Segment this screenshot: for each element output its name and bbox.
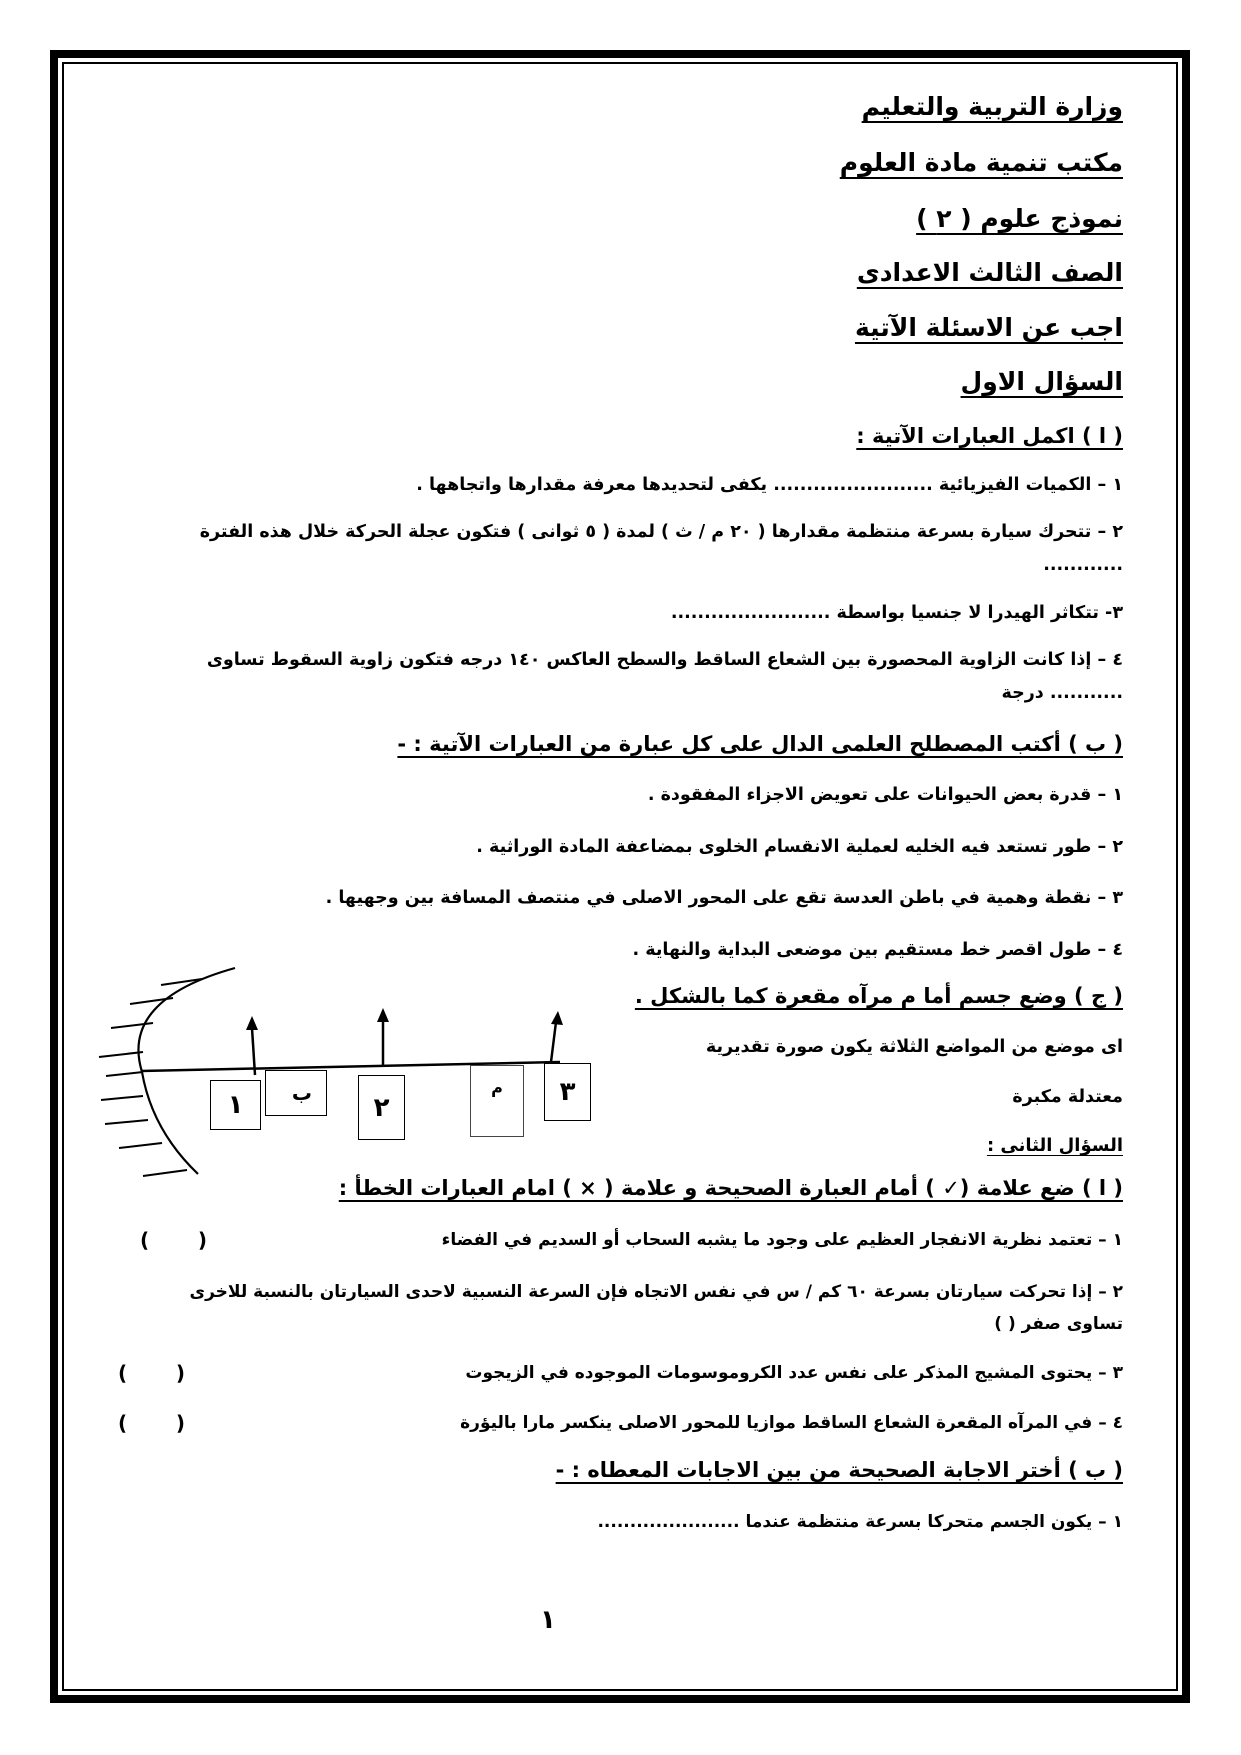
q2-a-item-2: ٢ – إذا تحركت سيارتان بسرعة ٦٠ كم / س في نفس الاتجاه فإن السرعة النسبية لاحدى السيارتان بالنسبة للاخرى <box>189 1282 1123 1302</box>
ministry-title: وزارة التربية والتعليم <box>861 92 1123 121</box>
q2-a-item-2-answer[interactable]: تساوى صفر ( ) <box>994 1314 1123 1334</box>
page-number: ١ <box>540 1605 556 1635</box>
mirror-hatching <box>99 979 202 1176</box>
q1-part-a-title: ( ا ) اكمل العبارات الآتية : <box>856 424 1123 448</box>
q2-a-answer-bracket-1[interactable]: ( ) <box>140 1228 208 1252</box>
q1-c-question-line-1: اى موضع من المواضع الثلاثة يكون صورة تقديرية <box>705 1037 1123 1057</box>
focus-label: ب <box>265 1070 327 1116</box>
center-of-curvature-label: م <box>470 1065 524 1137</box>
question2-title: السؤال الثانى : <box>986 1135 1123 1156</box>
q1-part-c-title: ( ج ) وضع جسم أما م مرآه مقعرة كما بالشكل . <box>634 984 1123 1008</box>
q2-a-item-3: ٣ – يحتوى المشيج المذكر على نفس عدد الكروموسومات الموجوده في الزيجوت <box>465 1363 1123 1383</box>
q1-a-item-4-blank: ........... درجة <box>1001 683 1123 703</box>
q1-part-b-title: ( ب ) أكتب المصطلح العلمى الدال على كل عبارة من العبارات الآتية : - <box>397 732 1123 756</box>
q2-part-b-title: ( ب ) أختر الاجابة الصحيحة من بين الاجابات المعطاه : - <box>555 1458 1123 1482</box>
q2-part-a-title: ( ا ) ضع علامة (✓ ) أمام العبارة الصحيحة و علامة ( × ) امام العبارات الخطأ : <box>338 1176 1123 1200</box>
q2-a-item-1: ١ – تعتمد نظرية الانفجار العظيم على وجود ما يشبه السحاب أو السديم في الفضاء <box>441 1230 1123 1250</box>
q2-b-item-1: ١ – يكون الجسم متحركا بسرعة منتظمة عندما ...................... <box>597 1512 1123 1532</box>
q1-c-question-line-2: معتدلة مكبرة <box>1012 1087 1123 1107</box>
model-title: نموذج علوم ( ٢ ) <box>916 204 1123 233</box>
position-2-label: ٢ <box>358 1075 405 1140</box>
object-arrow-3 <box>551 1011 563 1062</box>
q1-a-item-4: ٤ – إذا كانت الزاوية المحصورة بين الشعاع الساقط والسطح العاكس ١٤٠ درجه فتكون زاوية السقوط تساوى <box>206 650 1123 670</box>
q1-b-item-1: ١ – قدرة بعض الحيوانات على تعويض الاجزاء المفقودة . <box>647 785 1123 805</box>
q2-a-answer-bracket-3[interactable]: ( ) <box>118 1361 186 1385</box>
q2-a-item-4: ٤ – في المرآه المقعرة الشعاع الساقط موازيا للمحور الاصلى ينكسر مارا باليؤرة <box>460 1413 1123 1433</box>
q1-a-item-1: ١ – الكميات الفيزيائية ........................ يكفى لتحديدها معرفة مقدارها واتجاهها . <box>416 475 1123 495</box>
q1-a-item-2-blank: ............ <box>1043 555 1123 575</box>
question1-title: السؤال الاول <box>960 367 1123 396</box>
grade-title: الصف الثالث الاعدادى <box>856 258 1123 287</box>
instruction-title: اجب عن الاسئلة الآتية <box>854 313 1123 342</box>
q2-a-answer-bracket-4[interactable]: ( ) <box>118 1411 186 1435</box>
position-3-label: ٣ <box>544 1063 591 1121</box>
position-1-label: ١ <box>210 1080 261 1130</box>
q1-b-item-2: ٢ – طور تستعد فيه الخليه لعملية الانقسام الخلوى بمضاعفة المادة الوراثية . <box>476 837 1123 857</box>
office-title: مكتب تنمية مادة العلوم <box>839 148 1123 177</box>
page-border-inner <box>62 62 1178 1691</box>
q1-a-item-3: ٣- تتكاثر الهيدرا لا جنسيا بواسطة ........................ <box>670 603 1123 623</box>
object-arrow-1 <box>246 1016 258 1075</box>
object-arrow-2 <box>377 1008 389 1067</box>
q1-b-item-3: ٣ – نقطة وهمية في باطن العدسة تقع على المحور الاصلى في منتصف المسافة بين وجهيها . <box>325 888 1123 908</box>
q1-b-item-4: ٤ – طول اقصر خط مستقيم بين موضعى البداية والنهاية . <box>632 940 1123 960</box>
q1-a-item-2: ٢ – تتحرك سيارة بسرعة منتظمة مقدارها ( ٢٠ م / ث ) لمدة ( ٥ ثوانى ) فتكون عجلة الحركة خلال هذه الفترة <box>199 522 1123 542</box>
